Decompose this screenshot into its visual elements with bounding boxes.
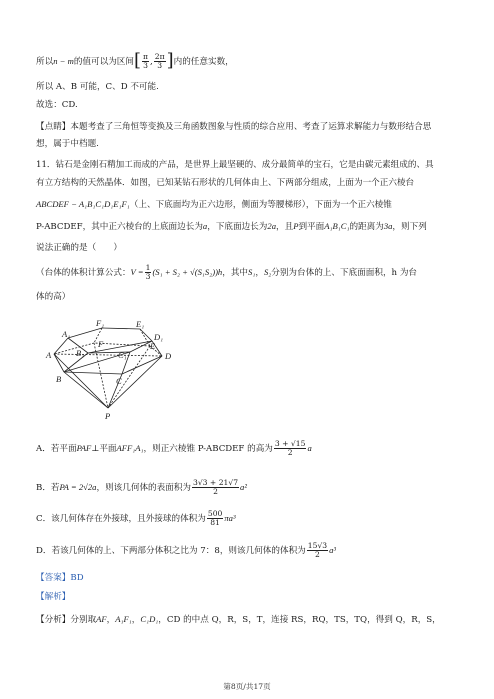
text-line-3: 故选：CD. <box>36 100 78 110</box>
text-line-2: 所以 A、B 可能，C、D 不可能. <box>36 82 159 92</box>
fraction: $\frac{500}{81}$ <box>207 509 223 527</box>
text-span: 内的任意实数， <box>173 56 234 67</box>
left-bracket: [ <box>133 50 142 71</box>
text-span: （上、下底面均为正六边形，侧面为等腰梯形），下面为一个正六棱锥 <box>129 200 392 210</box>
diamond-figure <box>44 316 180 422</box>
label-E: E <box>150 341 156 351</box>
option-a: A．若平面PAF⊥平面AFF₁A₁，则正六棱锥 P-ABCDEF 的高为 $\frac{3 + √15}{2}$ a <box>36 439 312 457</box>
label-F: F <box>98 339 104 349</box>
label-D1: D₁ <box>154 332 164 342</box>
page-footer: 第8页/共17页 <box>223 682 271 691</box>
formula-line-2: 体的高） <box>36 292 71 302</box>
text-line-1: 所以n − m的值可以为区间[ $\frac{\pi}{3}$ , $\frac{2\pi}{3}$ ]内的任意实数， <box>36 50 234 71</box>
label-P: P <box>105 411 111 421</box>
analysis-line-1: 【分析】分别取AF，A₁F₁，C₁D₁，CD 的中点 Q，R，S，T，连接 RS，RQ，TS，TQ，得到 Q，R，S， <box>36 614 441 625</box>
right-bracket: ] <box>166 50 174 71</box>
tip-line-2: 想，属于中档题. <box>36 139 99 149</box>
label-B1: B₁ <box>76 348 85 358</box>
label-D: D <box>165 351 172 361</box>
answer-line: 【答案】BD <box>36 573 84 583</box>
label-A: A <box>46 350 52 360</box>
question-line-2: 有立方结构的天然晶体．如图，已知某钻石形状的几何体由上、下两部分组成，上面为一个正六棱台 <box>36 178 415 188</box>
analysis-tag: 【解析】 <box>36 592 71 602</box>
label-C: C <box>116 376 122 386</box>
text-span: 的值可以为区间 <box>73 56 134 67</box>
option-b: B．若PA = 2√2a，则该几何体的表面积为 $\frac{3√3 + 21√7}{2}$ a² <box>36 478 247 496</box>
option-d: D．若该几何体的上、下两部分体积之比为 7：8，则该几何体的体积为 $\frac{15√3}{2}$ a³ <box>36 541 336 559</box>
fraction: $\frac{3 + √15}{2}$ <box>274 439 306 457</box>
label-A1: A₁ <box>62 329 71 339</box>
fraction: $\frac{1}{3}$ <box>145 263 151 281</box>
label-C1: C₁ <box>118 350 127 360</box>
fraction: $\frac{2\pi}{3}$ <box>154 51 165 70</box>
label-B: B <box>56 374 62 384</box>
math-expr: ABCDEF − A₁B₁C₁D₁E₁F₁ <box>36 199 130 209</box>
math-expr: n − m <box>53 55 74 66</box>
question-line-1: 11．钻石是金刚石精加工而成的产品，是世界上最坚硬的、成分最简单的宝石，它是由碳元素组成的、具 <box>36 160 434 170</box>
tip-line-1: 【点睛】本题考查了三角恒等变换及三角函数图象与性质的综合应用、考查了运算求解能力与数形结合思 <box>36 122 432 132</box>
label-F1: F₁ <box>96 318 105 328</box>
fraction: $\frac{\pi}{3}$ <box>143 51 149 70</box>
question-line-3 <box>36 199 464 211</box>
question-line-4: P-ABCDEF，其中正六棱台的上底面边长为a，下底面边长为2a，且P到平面A₁B₁C₁的距离为3a，则下列 <box>36 221 427 232</box>
text-span: 所以 <box>36 56 54 67</box>
fraction: $\frac{15√3}{2}$ <box>307 541 328 559</box>
option-c: C．该几何体存在外接球，且外接球的体积为 $\frac{500}{81}$ πa³ <box>36 509 236 527</box>
label-E1: E₁ <box>136 319 145 329</box>
question-line-5: 说法正确的是（ ） <box>36 243 122 253</box>
formula-line: （台体的体积计算公式：V = $\frac{1}{3}$ (S₁ + S₂ + √(S₁S₂))h，其中S₁，S₂分别为台体的上、下底面面积，h 为台 <box>36 263 418 281</box>
fraction: $\frac{3√3 + 21√7}{2}$ <box>193 478 239 496</box>
